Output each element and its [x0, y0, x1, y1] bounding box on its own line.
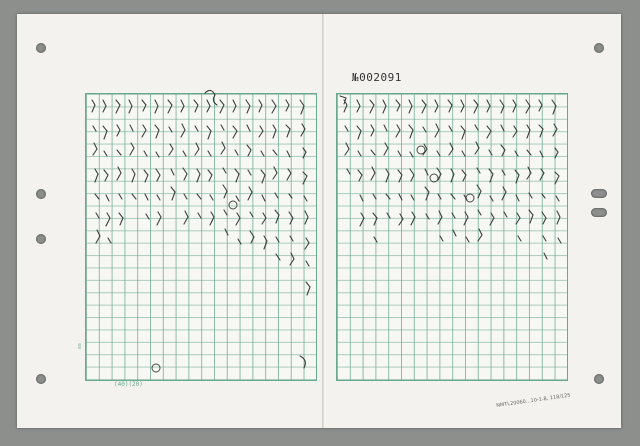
form-number: (40)(20) [114, 381, 143, 388]
page-mark: ≡≡ [76, 343, 82, 350]
archive-catalog-note: NMTL20060...10-1-8, 118/125 [496, 392, 571, 409]
archive-stamp-number: №002091 [352, 71, 402, 84]
